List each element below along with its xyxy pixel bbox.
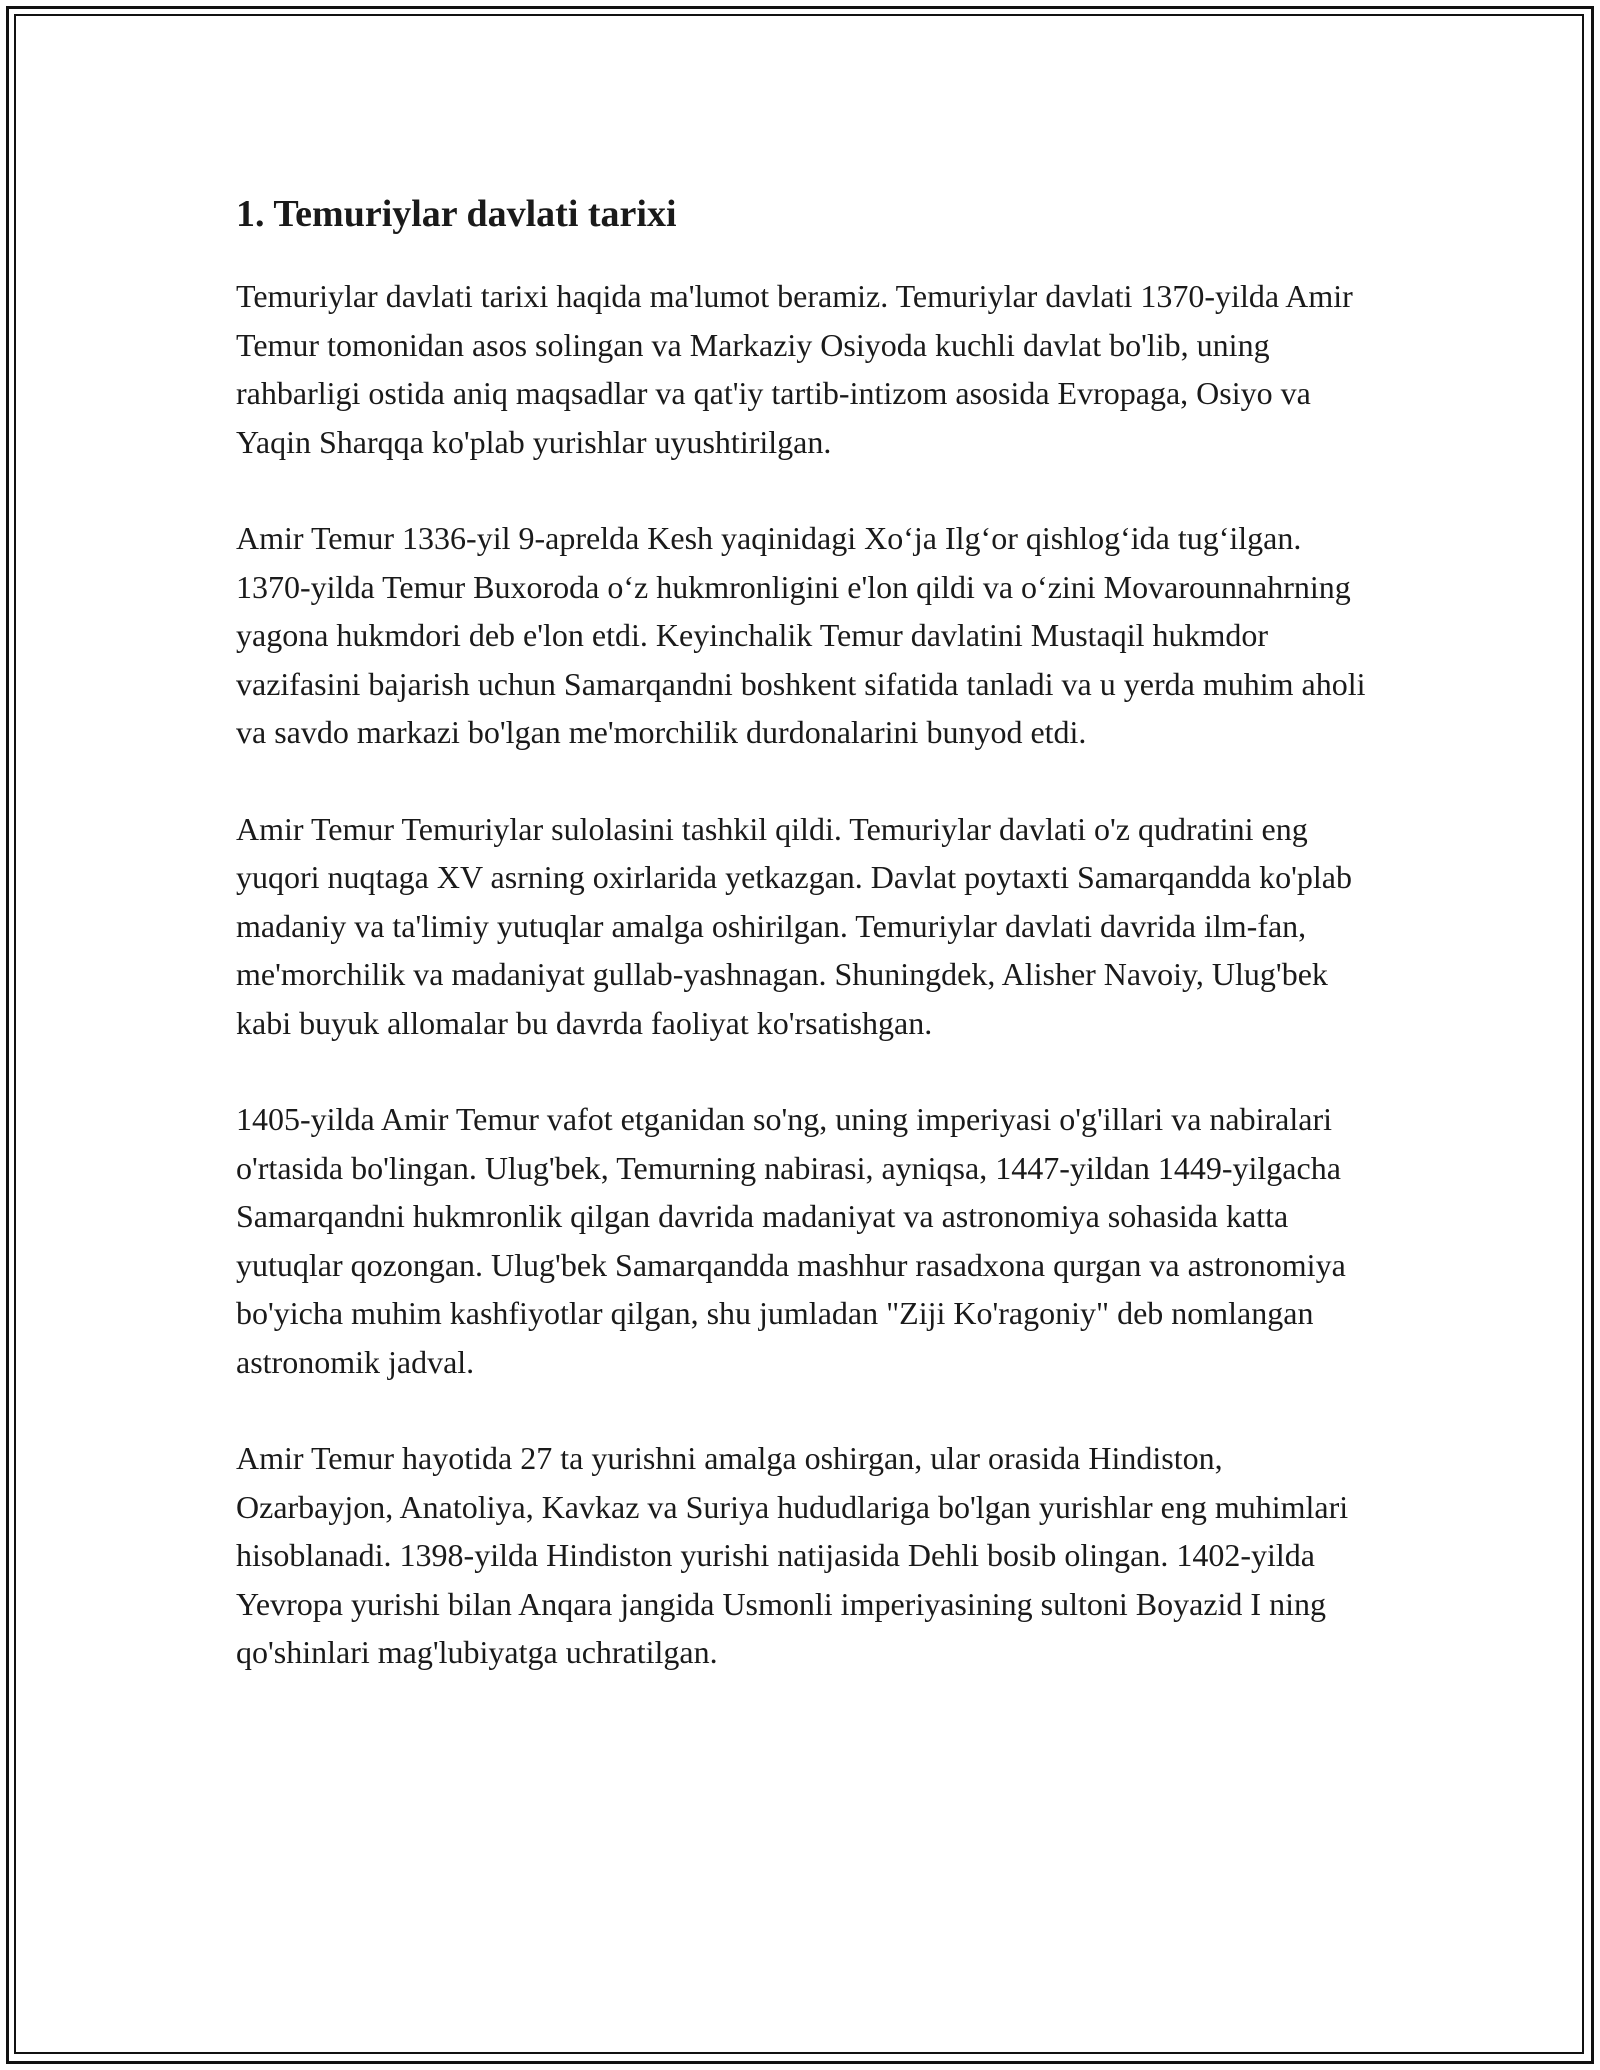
document-body xyxy=(236,186,1376,1725)
paragraph-campaigns: Amir Temur hayotida 27 ta yurishni amalga oshirgan, ular orasida Hindiston, Ozarbayjon, Anatoliya, Kavkaz va Suriya hududlariga bo'lgan yurishlar eng muhimlari hisoblanadi. 1398-yilda Hindiston yurishi natijasida Dehli bosib olingan. 1402-yilda Yevropa yurishi bilan Anqara jangida Usmonli imperiyasining sultoni Boyazid I ning qo'shinlari mag'lubiyatga uchratilgan. xyxy=(236,1440,1349,1670)
paragraph-dynasty: Amir Temur Temuriylar sulolasini tashkil qildi. Temuriylar davlati o'z qudratini eng yuqori nuqtaga XV asrning oxirlarida yetkazgan. Davlat poytaxti Samarqandda ko'plab madaniy va ta'limiy yutuqlar amalga oshirilgan. Temuriylar davlati davrida ilm-fan, me'morchilik va madaniyat gullab-yashnagan. Shuningdek, Alisher Navoiy, Ulug'bek kabi buyuk allomalar bu davrda faoliyat ko'rsatishgan. xyxy=(236,810,1352,1041)
section-title: 1. Temuriylar davlati tarixi xyxy=(236,193,677,235)
paragraph-founding: Temuriylar davlati tarixi haqida ma'lumot beramiz. Temuriylar davlati 1370-yilda Amir Temur tomonidan asos solingan va Markaziy Osiyoda kuchli davlat bo'lib, uning rahbarligi ostida aniq maqsadlar va qat'iy tartib-intizom asosida Evropaga, Osiyo va Yaqin Sharqqa ko'plab yurishlar uyushtirilgan. xyxy=(236,278,1353,460)
paragraph-ulugbek: 1405-yilda Amir Temur vafot etganidan so'ng, uning imperiyasi o'g'illari va nabiralari o'rtasida bo'lingan. Ulug'bek, Temurning nabirasi, ayniqsa, 1447-yildan 1449-yilgacha Samarqandni hukmronlik qilgan davrida madaniyat va astronomiya sohasida katta yutuqlar qozongan. Ulug'bek Samarqandda mashhur rasadxona qurgan va astronomiya bo'yicha muhim kashfiyotlar qilgan, shu jumladan "Ziji Ko'ragoniy" deb nomlangan astronomik jadval. xyxy=(236,1101,1346,1380)
paragraph-amir-temur-birth: Amir Temur 1336-yil 9-aprelda Kesh yaqinidagi Xo‘ja Ilg‘or qishlog‘ida tug‘ilgan. 1370-yilda Temur Buxoroda o‘z hukmronligini e'lon qildi va o‘zini Movarounnahrning yagona hukmdori deb e'lon etdi. Keyinchalik Temur davlatini Mustaqil hukmdor vazifasini bajarish uchun Samarqandni boshkent sifatida tanladi va u yerda muhim aholi va savdo markazi bo'lgan me'morchilik durdonalarini bunyod etdi. xyxy=(236,520,1366,750)
